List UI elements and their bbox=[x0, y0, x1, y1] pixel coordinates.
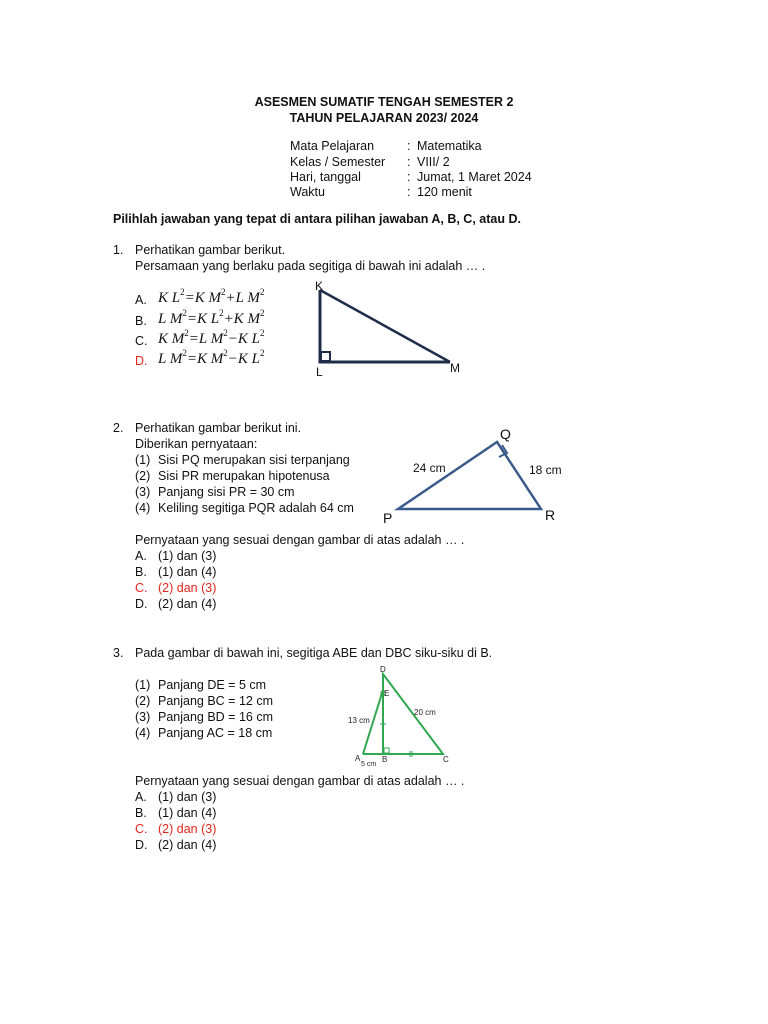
triangle-abe-dbc-figure bbox=[340, 660, 460, 770]
option-text: (2) dan (4) bbox=[158, 597, 217, 611]
option-letter: A. bbox=[135, 293, 147, 307]
option-text: (1) dan (4) bbox=[158, 565, 217, 579]
triangle-klm-figure bbox=[300, 276, 480, 382]
option-equation: K $L^2=K$ $M^2+L$ $M^2$ bbox=[158, 287, 265, 306]
option-text-answer: (2) dan (3) bbox=[158, 822, 217, 836]
instruction: Pilihlah jawaban yang tepat di antara pilihan jawaban A, B, C, atau D. bbox=[113, 212, 521, 226]
side-label-ab: 5 cm bbox=[361, 761, 377, 768]
info-value-class: VIII/ 2 bbox=[417, 155, 450, 169]
question-text: Perhatikan gambar berikut ini. bbox=[135, 421, 302, 435]
option-letter: B. bbox=[135, 314, 147, 328]
statement-number: (4) bbox=[135, 726, 151, 740]
option-letter: C. bbox=[135, 334, 148, 348]
option-text: (1) dan (3) bbox=[158, 549, 217, 563]
question-prompt: Pernyataan yang sesuai dengan gambar di atas adalah … . bbox=[135, 533, 465, 547]
question-prompt: Pernyataan yang sesuai dengan gambar di atas adalah … . bbox=[135, 774, 465, 788]
info-value-time: 120 menit bbox=[417, 185, 472, 199]
question-number: 2. bbox=[113, 421, 124, 435]
side-label-pq: 24 cm bbox=[413, 461, 446, 475]
exam-subtitle: TAHUN PELAJARAN 2023/ 2024 bbox=[289, 111, 479, 125]
info-label-date: Hari, tanggal bbox=[290, 170, 361, 184]
statement-text: Panjang BC = 12 cm bbox=[158, 694, 273, 708]
vertex-label-l: L bbox=[316, 365, 323, 379]
side-label-dc: 20 cm bbox=[414, 708, 436, 717]
triangle-pqr bbox=[398, 442, 541, 509]
question-text: Perhatikan gambar berikut. bbox=[135, 243, 286, 257]
option-text: (2) dan (4) bbox=[158, 838, 217, 852]
info-label-class: Kelas / Semester bbox=[290, 155, 386, 169]
side-label-qr: 18 cm bbox=[529, 463, 562, 477]
statement-number: (3) bbox=[135, 485, 151, 499]
option-letter-answer: C. bbox=[135, 822, 148, 836]
statement-number: (3) bbox=[135, 710, 151, 724]
info-sep: : bbox=[407, 170, 411, 184]
option-letter: D. bbox=[135, 838, 148, 852]
option-letter: B. bbox=[135, 806, 147, 820]
side-label-ae: 13 cm bbox=[348, 716, 370, 725]
option-equation: K $M^2=L$ $M^2-K$ $L^2$ bbox=[158, 328, 265, 347]
option-letter: A. bbox=[135, 790, 147, 804]
question-text: Pada gambar di bawah ini, segitiga ABE dan DBC siku-siku di B. bbox=[135, 646, 493, 660]
question-text: Diberikan pernyataan: bbox=[135, 437, 258, 451]
triangle-pqr-figure bbox=[375, 424, 575, 528]
statement-text: Panjang DE = 5 cm bbox=[158, 678, 267, 692]
statement-text: Panjang BD = 16 cm bbox=[158, 710, 273, 724]
info-sep: : bbox=[407, 155, 411, 169]
triangle-hypotenuse bbox=[320, 290, 450, 362]
statement-text: Sisi PR merupakan hipotenusa bbox=[158, 469, 330, 483]
exam-title: ASESMEN SUMATIF TENGAH SEMESTER 2 bbox=[254, 95, 514, 109]
statement-number: (4) bbox=[135, 501, 151, 515]
option-text: (1) dan (4) bbox=[158, 806, 217, 820]
statement-number: (1) bbox=[135, 453, 151, 467]
question-number: 3. bbox=[113, 646, 124, 660]
statement-number: (2) bbox=[135, 469, 151, 483]
info-value-date: Jumat, 1 Maret 2024 bbox=[417, 170, 532, 184]
option-letter: B. bbox=[135, 565, 147, 579]
vertex-label-p: P bbox=[383, 510, 393, 526]
info-sep: : bbox=[407, 185, 411, 199]
statement-number: (1) bbox=[135, 678, 151, 692]
statement-text: Panjang sisi PR = 30 cm bbox=[158, 485, 295, 499]
info-sep: : bbox=[407, 139, 411, 153]
statement-text: Panjang AC = 18 cm bbox=[158, 726, 273, 740]
option-equation: L $M^2=K$ $M^2-K$ $L^2$ bbox=[158, 348, 265, 367]
vertex-label-c: C bbox=[443, 755, 449, 764]
question-number: 1. bbox=[113, 243, 124, 257]
vertex-label-d: D bbox=[380, 665, 386, 674]
vertex-label-r: R bbox=[545, 507, 556, 523]
statement-text: Keliling segitiga PQR adalah 64 cm bbox=[158, 501, 354, 515]
option-letter-answer: D. bbox=[135, 354, 148, 368]
option-text-answer: (2) dan (3) bbox=[158, 581, 217, 595]
option-letter-answer: C. bbox=[135, 581, 148, 595]
vertex-label-a: A bbox=[355, 754, 361, 763]
option-letter: D. bbox=[135, 597, 148, 611]
info-label-time: Waktu bbox=[290, 185, 325, 199]
option-text: (1) dan (3) bbox=[158, 790, 217, 804]
vertex-label-k: K bbox=[315, 279, 324, 293]
question-text: Persamaan yang berlaku pada segitiga di bawah ini adalah … . bbox=[135, 259, 486, 273]
option-equation: L $M^2=K$ $L^2+K$ $M^2$ bbox=[158, 308, 265, 327]
info-value-subject: Matematika bbox=[417, 139, 482, 153]
vertex-label-m: M bbox=[450, 361, 460, 375]
right-angle-marker bbox=[321, 352, 330, 361]
option-letter: A. bbox=[135, 549, 147, 563]
right-angle-marker bbox=[384, 748, 389, 753]
vertex-label-b: B bbox=[382, 755, 388, 764]
vertex-label-q: Q bbox=[500, 426, 511, 442]
info-label-subject: Mata Pelajaran bbox=[290, 139, 375, 153]
vertex-label-e: E bbox=[384, 689, 390, 698]
statement-text: Sisi PQ merupakan sisi terpanjang bbox=[158, 453, 350, 467]
statement-number: (2) bbox=[135, 694, 151, 708]
